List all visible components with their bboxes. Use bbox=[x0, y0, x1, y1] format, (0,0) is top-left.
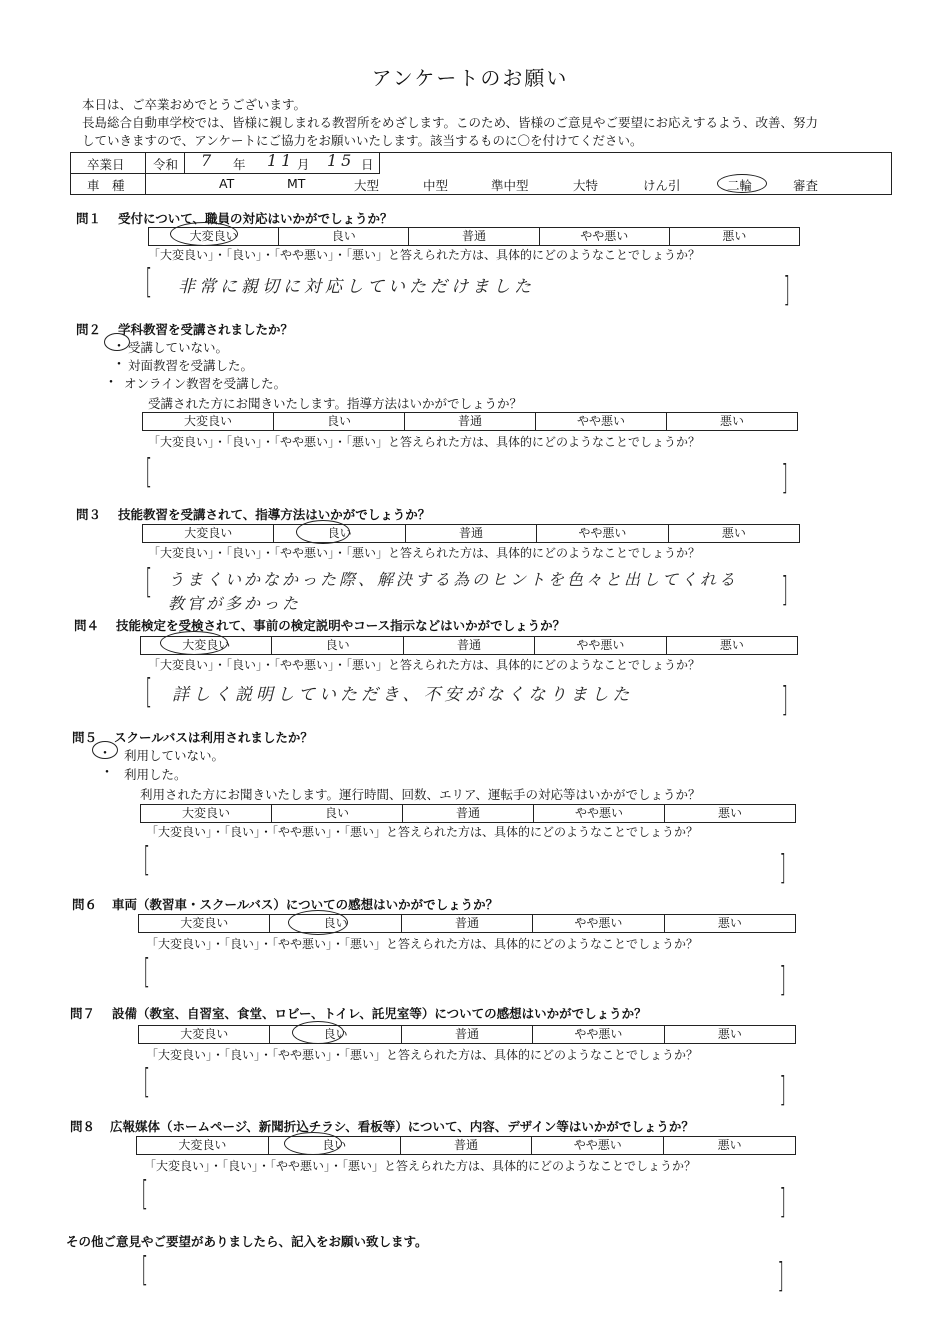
vehicle-option-selected[interactable]: 二輪 bbox=[727, 178, 753, 193]
bracket-close: ] bbox=[777, 1256, 784, 1296]
q2-number: 問２ bbox=[76, 322, 102, 337]
rating-somewhat-bad[interactable]: やや悪い bbox=[535, 637, 666, 654]
q2-option[interactable]: オンライン教習を受講した。 bbox=[124, 376, 287, 391]
q2-option[interactable]: 対面教習を受講した。 bbox=[128, 358, 254, 373]
q4-selection-circle bbox=[160, 631, 228, 655]
rating-normal[interactable]: 普通 bbox=[409, 228, 539, 245]
rating-good[interactable]: 良い bbox=[279, 228, 409, 245]
q6-selection-circle bbox=[288, 910, 348, 935]
bracket-close: ] bbox=[779, 1070, 786, 1110]
bracket-close: ] bbox=[779, 1182, 786, 1222]
q8-followup: 「大変良い」・「良い」・「やや悪い」・「悪い」と答えられた方は、具体的にどのようなことでしょうか？ bbox=[144, 1159, 697, 1173]
q2-followup: 「大変良い」・「良い」・「やや悪い」・「悪い」と答えられた方は、具体的にどのようなことでしょうか？ bbox=[148, 435, 701, 449]
q3-title: 技能教習を受講されて、指導方法はいかがでしょうか？ bbox=[118, 507, 431, 522]
q7-followup: 「大変良い」・「良い」・「やや悪い」・「悪い」と答えられた方は、具体的にどのようなことでしょうか？ bbox=[146, 1048, 699, 1062]
rating-good[interactable]: 良い bbox=[272, 637, 403, 654]
rating-normal[interactable]: 普通 bbox=[405, 413, 536, 430]
q4-title: 技能検定を受検されて、事前の検定説明やコース指示などはいかがでしょうか？ bbox=[116, 618, 566, 633]
rating-very-good[interactable]: 大変良い bbox=[137, 1137, 269, 1154]
rating-bad[interactable]: 悪い bbox=[717, 916, 742, 930]
rating-normal[interactable]: 普通 bbox=[401, 1137, 533, 1154]
year-unit: 年 bbox=[233, 157, 246, 172]
info-table bbox=[70, 152, 892, 195]
q7-selection-circle bbox=[292, 1021, 344, 1044]
bracket-open: [ bbox=[145, 262, 152, 302]
q2-selection-circle bbox=[104, 333, 130, 351]
rating-somewhat-bad[interactable]: やや悪い bbox=[533, 915, 664, 932]
vehicle-option[interactable]: けん引 bbox=[643, 178, 681, 193]
vehicle-option[interactable]: 準中型 bbox=[491, 178, 529, 193]
q2-rating bbox=[142, 412, 798, 431]
bracket-open: [ bbox=[141, 1250, 148, 1290]
q7-number: 問７ bbox=[70, 1006, 96, 1021]
q5-rating bbox=[140, 804, 796, 823]
graduation-label: 卒業日 bbox=[87, 157, 125, 172]
rating-very-good[interactable]: 大変良い bbox=[139, 915, 270, 932]
rating-normal[interactable]: 普通 bbox=[406, 525, 537, 542]
q4-followup: 「大変良い」・「良い」・「やや悪い」・「悪い」と答えられた方は、具体的にどのようなことでしょうか？ bbox=[148, 658, 701, 672]
bracket-open: [ bbox=[145, 672, 152, 712]
rating-good[interactable]: 良い bbox=[274, 413, 405, 430]
q1-rating bbox=[148, 227, 800, 246]
q8-rating bbox=[136, 1136, 796, 1155]
rating-very-good[interactable]: 大変良い bbox=[139, 1026, 270, 1043]
vehicle-option[interactable]: 大特 bbox=[573, 178, 599, 193]
q5-followup: 「大変良い」・「良い」・「やや悪い」・「悪い」と答えられた方は、具体的にどのようなことでしょうか？ bbox=[146, 825, 699, 839]
rating-good[interactable]: 良い bbox=[270, 1026, 401, 1043]
bracket-open: [ bbox=[143, 1062, 150, 1102]
bracket-open: [ bbox=[145, 452, 152, 492]
q4-number: 問４ bbox=[74, 618, 100, 633]
rating-bad[interactable]: 悪い bbox=[722, 229, 747, 243]
bracket-open: [ bbox=[141, 1174, 148, 1214]
intro-line: 本日は、ご卒業おめでとうございます。 bbox=[82, 97, 307, 112]
rating-normal[interactable]: 普通 bbox=[404, 637, 535, 654]
q1-followup: 「大変良い」・「良い」・「やや悪い」・「悪い」と答えられた方は、具体的にどのようなことでしょうか？ bbox=[148, 248, 701, 262]
rating-good[interactable]: 良い bbox=[272, 805, 403, 822]
vehicle-option[interactable]: MT bbox=[287, 176, 306, 191]
rating-normal[interactable]: 普通 bbox=[402, 1026, 533, 1043]
selection-circle bbox=[717, 174, 767, 193]
page-title: アンケートのお願い bbox=[371, 66, 569, 90]
graduation-day[interactable]: 15 bbox=[327, 151, 356, 170]
graduation-year[interactable]: 7 bbox=[201, 151, 216, 170]
bracket-open: [ bbox=[145, 562, 152, 602]
vehicle-label: 車 種 bbox=[87, 178, 125, 193]
q8-number: 問８ bbox=[70, 1119, 96, 1134]
rating-bad[interactable]: 悪い bbox=[717, 1027, 742, 1041]
rating-bad[interactable]: 悪い bbox=[719, 414, 744, 428]
q5-selection-circle bbox=[92, 741, 118, 759]
q7-rating bbox=[138, 1025, 796, 1044]
q5-sub-question: 利用された方にお聞きいたします。運行時間、回数、エリア、運転手の対応等はいかがでしょうか？ bbox=[140, 787, 701, 802]
day-unit: 日 bbox=[361, 157, 374, 172]
q5-number: 問５ bbox=[72, 730, 98, 745]
q8-title: 広報媒体（ホームページ、新聞折込チラシ、看板等）について、内容、デザイン等はいかがでしょうか？ bbox=[110, 1119, 694, 1134]
intro-line: していきますので、アンケートにご協力をお願いいたします。該当するものに〇を付けてください。 bbox=[82, 133, 643, 148]
bracket-close: ] bbox=[781, 458, 788, 498]
rating-somewhat-bad[interactable]: やや悪い bbox=[533, 1026, 664, 1043]
rating-good[interactable]: 良い bbox=[274, 525, 405, 542]
rating-somewhat-bad[interactable]: やや悪い bbox=[536, 413, 667, 430]
rating-good[interactable]: 良い bbox=[269, 1137, 401, 1154]
q4-rating bbox=[140, 636, 798, 655]
bracket-close: ] bbox=[783, 270, 790, 310]
q1-answer[interactable]: 非常に親切に対応していただけました bbox=[178, 277, 535, 297]
q2-option[interactable]: 受講していない。 bbox=[128, 340, 229, 355]
q6-number: 問６ bbox=[72, 897, 98, 912]
q3-number: 問３ bbox=[76, 507, 102, 522]
rating-very-good[interactable]: 大変良い bbox=[149, 228, 279, 245]
q3-answer-line[interactable]: うまくいかなかった際、解決する為のヒントを色々と出してくれる bbox=[168, 570, 739, 589]
q5-option[interactable]: 利用していない。 bbox=[124, 748, 225, 763]
graduation-row bbox=[71, 153, 380, 174]
bracket-open: [ bbox=[143, 952, 150, 992]
vehicle-option[interactable]: 中型 bbox=[423, 178, 449, 193]
rating-somewhat-bad[interactable]: やや悪い bbox=[534, 805, 665, 822]
q6-title: 車両（教習車・スクールバス）についての感想はいかがでしょうか？ bbox=[112, 897, 499, 912]
rating-normal[interactable]: 普通 bbox=[402, 915, 533, 932]
q3-selection-circle bbox=[296, 520, 350, 544]
q6-followup: 「大変良い」・「良い」・「やや悪い」・「悪い」と答えられた方は、具体的にどのようなことでしょうか？ bbox=[146, 937, 699, 951]
q3-followup: 「大変良い」・「良い」・「やや悪い」・「悪い」と答えられた方は、具体的にどのようなことでしょうか？ bbox=[148, 546, 701, 560]
bracket-open: [ bbox=[143, 840, 150, 880]
month-unit: 月 bbox=[297, 157, 310, 172]
rating-bad[interactable]: 悪い bbox=[719, 638, 744, 652]
rating-somewhat-bad[interactable]: やや悪い bbox=[537, 525, 668, 542]
graduation-era: 令和 bbox=[153, 157, 179, 172]
vehicle-option[interactable]: 大型 bbox=[354, 178, 380, 193]
q2-title: 学科教習を受講されましたか？ bbox=[118, 322, 294, 337]
q6-rating bbox=[138, 914, 796, 933]
q3-answer-line[interactable]: 教官が多かった bbox=[168, 594, 302, 613]
intro-text bbox=[82, 96, 902, 150]
rating-very-good[interactable]: 大変良い bbox=[143, 413, 274, 430]
rating-good[interactable]: 良い bbox=[270, 915, 401, 932]
rating-very-good[interactable]: 大変良い bbox=[143, 525, 274, 542]
q5-title: スクールバスは利用されましたか？ bbox=[114, 730, 313, 745]
graduation-month[interactable]: 11 bbox=[267, 151, 296, 170]
rating-normal[interactable]: 普通 bbox=[403, 805, 534, 822]
rating-bad[interactable]: 悪い bbox=[717, 806, 742, 820]
rating-bad[interactable]: 悪い bbox=[721, 526, 746, 540]
bracket-close: ] bbox=[781, 570, 788, 610]
rating-somewhat-bad[interactable]: やや悪い bbox=[532, 1137, 664, 1154]
q4-answer[interactable]: 詳しく説明していただき、不安がなくなりました bbox=[172, 685, 634, 705]
q8-selection-circle bbox=[284, 1132, 342, 1155]
rating-bad[interactable]: 悪い bbox=[717, 1138, 742, 1152]
q1-selection-circle bbox=[170, 222, 238, 246]
q2-sub-question: 受講された方にお聞きいたします。指導方法はいかがでしょうか？ bbox=[148, 396, 523, 411]
intro-line: 長島総合自動車学校では、皆様に親しまれる教習所をめざします。このため、皆様のご意見やご要望にお応えするよう、改善、努力 bbox=[82, 115, 819, 130]
rating-somewhat-bad[interactable]: やや悪い bbox=[540, 228, 670, 245]
other-title: その他ご意見やご要望がありましたら、記入をお願い致します。 bbox=[66, 1234, 428, 1249]
q1-number: 問１ bbox=[76, 211, 102, 226]
bracket-close: ] bbox=[779, 960, 786, 1000]
rating-very-good[interactable]: 大変良い bbox=[141, 637, 272, 654]
rating-very-good[interactable]: 大変良い bbox=[141, 805, 272, 822]
q1-title: 受付について、職員の対応はいかがでしょうか？ bbox=[118, 211, 393, 226]
bracket-close: ] bbox=[779, 848, 786, 888]
q7-title: 設備（教室、自習室、食堂、ロビー、トイレ、託児室等）についての感想はいかがでしょうか？ bbox=[112, 1006, 647, 1021]
vehicle-option[interactable]: AT bbox=[219, 176, 235, 191]
vehicle-option[interactable]: 審査 bbox=[793, 178, 819, 193]
q5-option[interactable]: 利用した。 bbox=[124, 767, 187, 782]
vehicle-row bbox=[71, 174, 891, 194]
bracket-close: ] bbox=[781, 680, 788, 720]
q3-rating bbox=[142, 524, 800, 543]
